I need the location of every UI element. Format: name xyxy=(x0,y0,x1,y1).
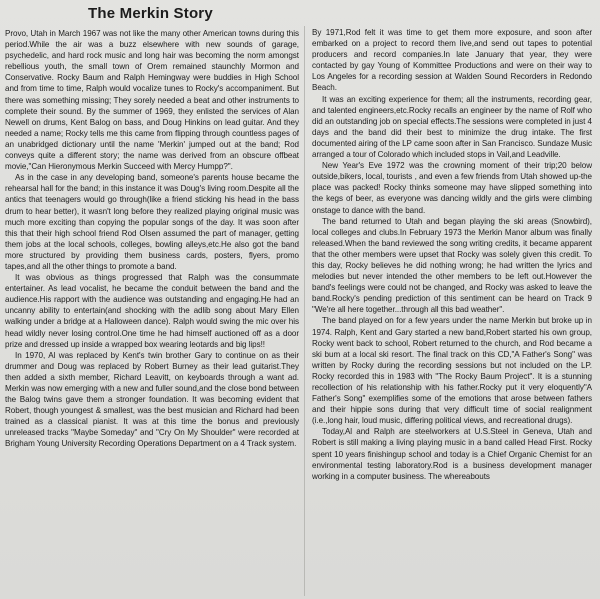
column-divider xyxy=(304,26,305,596)
paragraph: As in the case in any developing band, someone's parents house became the rehearsal hall for the band; in this instance it was Doug's living room.Despite all the antics that teenagers would go through(like a friend sticking his head in the bass drum to hear better), it wasn't long before they realized playing original music was much more exciting than copying the popular songs of the day. It was soon after this that their high school friend Rod Olsen assumed the part of manager, getting them jobs at the local schools, colleges, bowling alleys,etc.He also got the band more structured by providing them business cards, posters, flyers, promo tapes,and all the other things to promote a band. xyxy=(5,173,299,271)
paragraph: In 1970, Al was replaced by Kent's twin brother Gary to continue on as their drummer and Doug was replaced by Robert Burney as their lead guitarist.They then added a sixth member, Richard Leavitt, on keyboards through a want ad. Merkin was now emerging with a new and fuller sound,and the close bond between the Balog twins gave them a stronger foundation. It was becoming evident that Robert, though youngest & smallest, was the best musician and Richard had been trained as a classical pianist. It was at this time the bonus and previously unreleased tracks "Maybe Someday" and "Cry On My Shoulder" were recorded at Brigham Young University Recording Operations Department on a 4 Track system. xyxy=(5,350,299,449)
paragraph: By 1971,Rod felt it was time to get them more exposure, and soon after embarked on a project to record them live,and send out tapes to potential producers and record companies.In late January that year, they were contacted by gay Young of Kommittee Productions and were on their way to Los Angeles for a recording session at Walden Sound Recorders in Redondo Beach. xyxy=(312,28,592,93)
right-column xyxy=(312,27,592,482)
paragraph: It was obvious as things progressed that Ralph was the consummate entertainer. As lead vocalist, he became the conduit between the band and the audience.His rapport with the audience was outstanding and engaging.He had an uncanny ability to entertain(and shocking with the adlib song about Mary Ellen walking under a bridge at a Halloween dance). Ralph would swing the mic over his head wildly never losing control.One time he had himself auctioned off as a door prize and dressed up inside a wrapped box wearing leotards and big lips!! xyxy=(5,273,299,349)
paragraph: New Year's Eve 1972 was the crowning moment of their trip;20 below outside,bikers, local, tourists , and even a few friends from Utah showed up-the place was packed! Rocky thinks someone may have slipped something into the kegs of beer, as everyone was dancing wildly and the girls were climbing onstage to dance with the band. xyxy=(312,161,592,215)
paragraph: It was an exciting experience for them; all the instruments, recording gear, and talented engineers,etc.Rocky recalls an engineer by the name of Rolf who did an outstanding job on special effects.The sessions were completed in just 4 days and the band did their best to minimize the drug intake. The first documented airing of the LP came soon after in San Francisco. Sundaze Music arranged a tour of Colorado which included stops in Vail,and Leadville. xyxy=(312,94,592,160)
page-title: The Merkin Story xyxy=(88,5,213,22)
paragraph: Today,Al and Ralph are steelworkers at U.S.Steel in Geneva, Utah and Robert is still making a living playing music in a band called Head First. Rocky spent 10 years finishingup school and today is a Chief Organic Chemist for an environmental testing laboratory.Rod is a business development manager working in a computer business. The whereabouts xyxy=(312,427,592,481)
left-column xyxy=(5,28,299,450)
paragraph: The band returned to Utah and began playing the ski areas (Snowbird), local colleges and clubs.In February 1973 the Merkin Manor album was finally released.When the band reviewed the song writing credits, it became apparent that the other members were upset that Rocky was solely given this credit. To this day, Rocky believes he did nothing wrong; he had written the lyrics and melodies but never intended the other members to be left out.However the band's feelings were could not be changed, and Rocky was asked to leave the band.Rocky's pending prediction of this sentiment can be heard on Track 9 "We're all here together...through all this bad weather". xyxy=(312,216,592,315)
paragraph: Provo, Utah in March 1967 was not like the many other American towns during this period.While the air was a buzz elsewhere with new sounds of garage, psychedelic, and hard rock music and long hair was becoming the norm amongst rebellious youth, the small town of Orem remained staunchly Mormon and Conservative. Rocky Baum and Ralph Hemingway were buddies in High School and from time to time, Ralph would vocalize tunes to Rocky's accompaniment. But there was something missing; They sorely needed a beat and other instruments to complete their sound. By the summer of 1969, they enlisted the services of Alan Newell on drums, Kent Balog on bass, and Doug Hinkins on lead guitar. And they needed a name; Rocky tells me this came from flipping through countless pages of an unabridged dictionary until the name 'Merkin' jumped out at the band; Rod conveys quite a different story; the name was derived from an obscure offbeat movie,"Can Hieronymous Merkin Succeed with Mercy Humpp?". xyxy=(5,29,299,172)
paragraph: The band played on for a few years under the name Merkin but broke up in 1974. Ralph, Kent and Gary started a new band,Robert started his own group, Rocky went back to school, Robert returned to the church, and Rod became a ski bum at a local ski resort. The final track on this CD,"A Father's Song" was written by Rocky during the recording sessions but not included on the LP. Rocky recorded this in 1983 with "The Rocky Baum Project". It is a stunning recollection of his relationship with his father.Rocky put it very eloquently"A Father's Song" exemplifies some of the emotions that arose between fathers and their hippie sons during that very difficult time of social realignment (i.e.,long hair, loud music, differing political views, and recreational drugs). xyxy=(312,316,592,426)
